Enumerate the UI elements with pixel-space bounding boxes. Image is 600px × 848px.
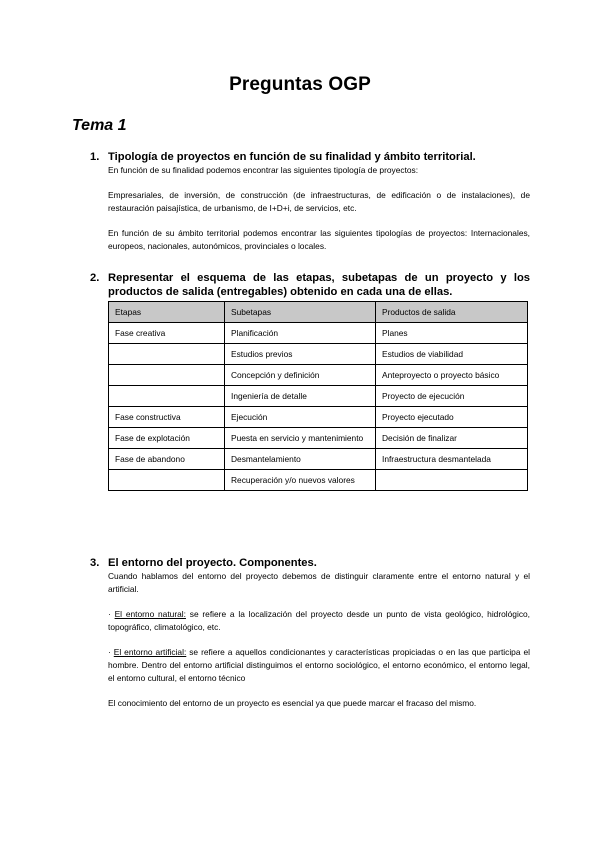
column-header: Etapas <box>109 302 225 323</box>
table-cell: Fase de explotación <box>109 428 225 449</box>
table-cell: Proyecto de ejecución <box>376 386 528 407</box>
table-cell: Decisión de finalizar <box>376 428 528 449</box>
table-cell: Fase de abandono <box>109 449 225 470</box>
table-cell: Infraestructura desmantelada <box>376 449 528 470</box>
table-cell: Desmantelamiento <box>225 449 376 470</box>
artificial-environment-term: El entorno artificial: <box>113 647 187 657</box>
table-cell: Planes <box>376 323 528 344</box>
question-3-heading <box>90 556 530 570</box>
table-row <box>109 470 528 491</box>
question-3 <box>90 556 530 710</box>
table-cell <box>109 365 225 386</box>
artificial-environment-paragraph <box>108 646 530 685</box>
question-1-body <box>108 164 530 253</box>
table-cell: Estudios previos <box>225 344 376 365</box>
question-title: El entorno del proyecto. Componentes. <box>108 557 317 569</box>
question-number: 3. <box>90 557 100 569</box>
table-row <box>109 449 528 470</box>
table-row <box>109 323 528 344</box>
table-cell <box>109 344 225 365</box>
table-header-row <box>109 302 528 323</box>
question-2 <box>90 271 530 299</box>
natural-environment-paragraph <box>108 608 530 634</box>
paragraph: En función de su ámbito territorial podemos encontrar las siguientes tipologías de proyectos: Internacionales, europeos, nacionales, autonómicos, provinciales o locales. <box>108 228 530 251</box>
stages-table <box>108 301 528 491</box>
natural-environment-text: se refiere a la localización del proyecto desde un punto de vista geológico, hidrológico, topográfico, climatológico, etc. <box>108 609 530 632</box>
table-cell <box>109 470 225 491</box>
column-header: Productos de salida <box>376 302 528 323</box>
question-3-body <box>108 570 530 710</box>
table-cell: Fase constructiva <box>109 407 225 428</box>
paragraph: Cuando hablamos del entorno del proyecto debemos de distinguir claramente entre el entorno natural y el artificial. <box>108 571 530 594</box>
table-row <box>109 344 528 365</box>
paragraph: El conocimiento del entorno de un proyecto es esencial ya que puede marcar el fracaso del mismo. <box>108 698 477 708</box>
table-cell <box>109 386 225 407</box>
bullet: · <box>108 609 111 619</box>
table-cell: Proyecto ejecutado <box>376 407 528 428</box>
table-cell: Ejecución <box>225 407 376 428</box>
question-1 <box>90 150 530 253</box>
table-cell: Ingeniería de detalle <box>225 386 376 407</box>
table-cell: Concepción y definición <box>225 365 376 386</box>
table-row <box>109 407 528 428</box>
column-header: Subetapas <box>225 302 376 323</box>
table-cell: Fase creativa <box>109 323 225 344</box>
artificial-environment-text: se refiere a aquellos condicionantes y características propiciadas o en las que participa el hombre. Dentro del entorno artificial distinguimos el entorno sociológico, el entorno económico, el entorno legal, el entorno cultural, el entorno técnico <box>108 647 530 683</box>
paragraph: En función de su finalidad podemos encontrar las siguientes tipología de proyectos: <box>108 165 419 175</box>
table-row <box>109 386 528 407</box>
question-number: 1. <box>90 151 100 163</box>
question-1-heading <box>90 150 530 164</box>
table-cell: Puesta en servicio y mantenimiento <box>225 428 376 449</box>
table-cell: Anteproyecto o proyecto básico <box>376 365 528 386</box>
question-2-heading <box>90 271 530 299</box>
page-title: Preguntas OGP <box>229 74 371 95</box>
table-row <box>109 365 528 386</box>
table-cell <box>376 470 528 491</box>
table-row <box>109 428 528 449</box>
bullet: · <box>108 647 111 657</box>
natural-environment-term: El entorno natural: <box>114 609 186 619</box>
table-cell: Planificación <box>225 323 376 344</box>
paragraph: Empresariales, de inversión, de construcción (de infraestructuras, de edificación o de instalaciones), de restauración paisajística, de urbanismo, de I+D+i, de servicios, etc. <box>108 190 530 213</box>
table-cell: Recuperación y/o nuevos valores <box>225 470 376 491</box>
question-title: Tipología de proyectos en función de su finalidad y ámbito territorial. <box>108 151 476 163</box>
question-title: Representar el esquema de las etapas, subetapas de un proyecto y los productos de salida (entregables) obtenido en cada una de ellas. <box>108 272 530 298</box>
table-cell: Estudios de viabilidad <box>376 344 528 365</box>
section-heading-tema: Tema 1 <box>72 117 127 134</box>
question-number: 2. <box>90 272 100 284</box>
